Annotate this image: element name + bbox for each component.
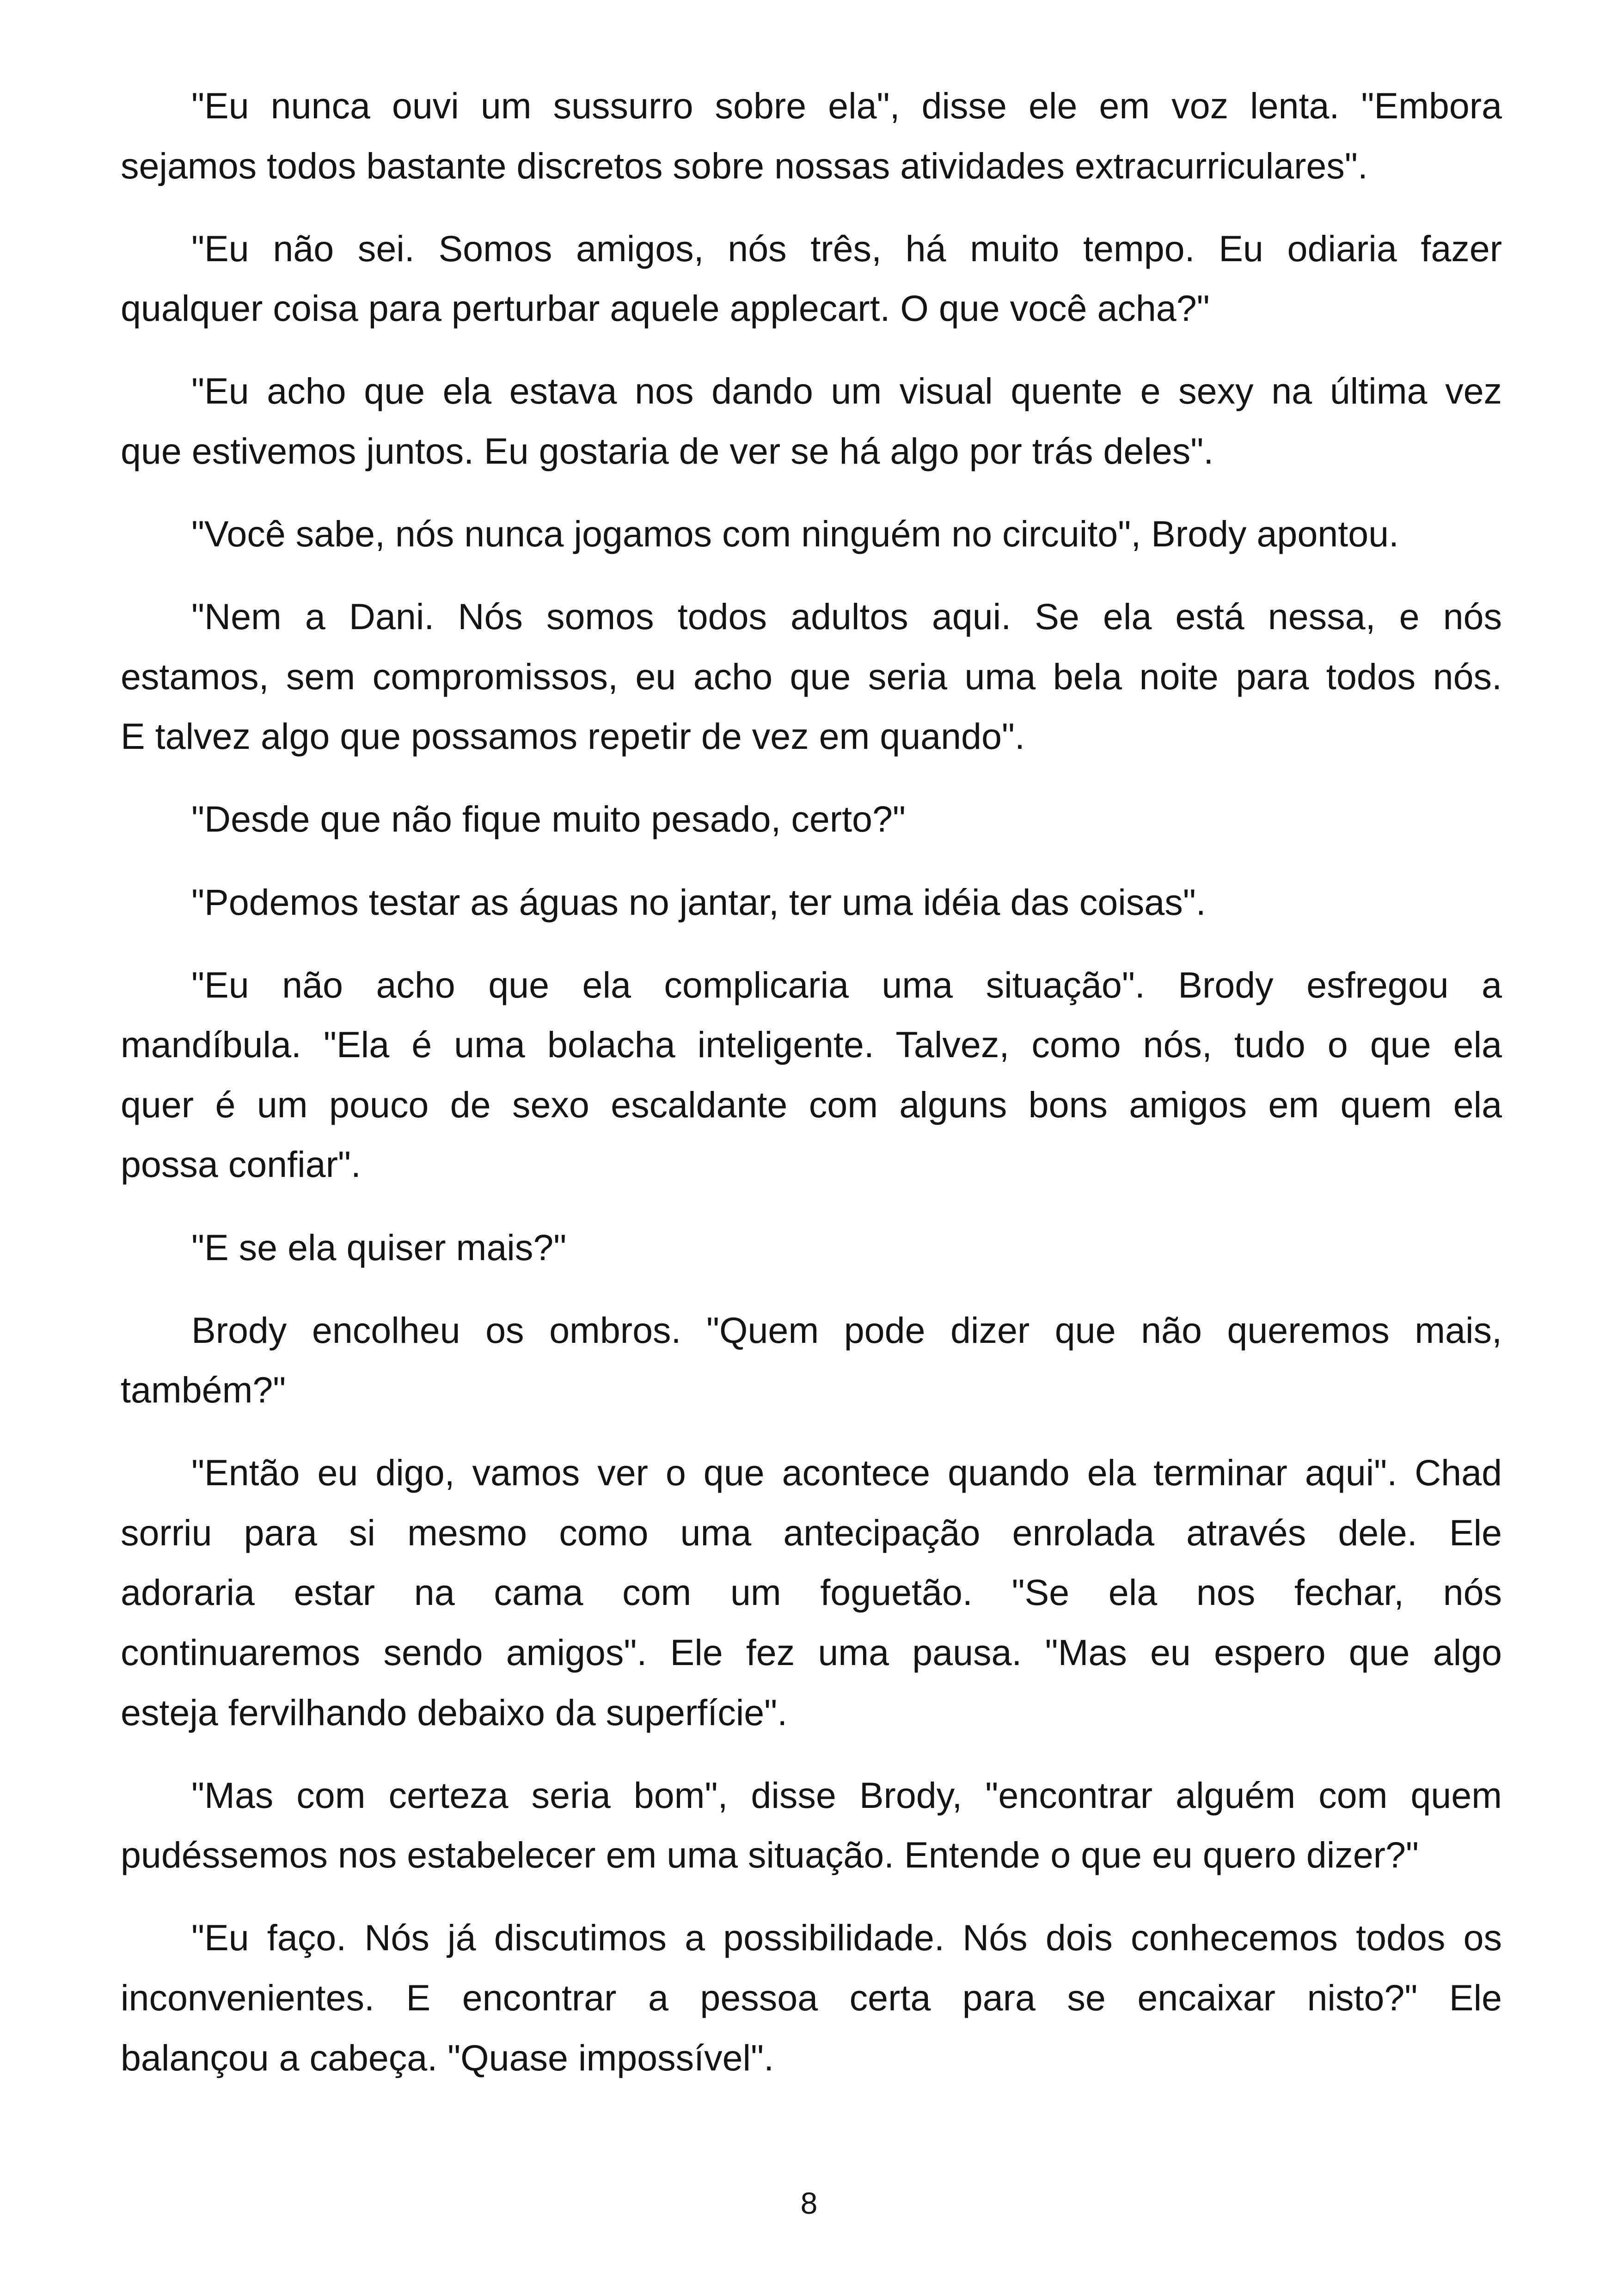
text-line: qualquer coisa para perturbar aquele applecart. O que você acha?" bbox=[121, 288, 1210, 329]
text-line: inconvenientes. E encontrar a pessoa certa para se encaixar nisto?" Ele bbox=[121, 1977, 1502, 2019]
text-line: "Eu faço. Nós já discutimos a possibilidade. Nós dois conhecemos todos os bbox=[191, 1917, 1502, 1959]
paragraph bbox=[121, 1218, 1502, 1278]
text-line: "Eu não sei. Somos amigos, nós três, há muito tempo. Eu odiaria fazer bbox=[191, 227, 1502, 269]
body-text bbox=[121, 76, 1502, 2111]
page-number: 8 bbox=[800, 2186, 818, 2220]
text-line: "Você sabe, nós nunca jogamos com ninguém no circuito", Brody apontou. bbox=[191, 513, 1399, 555]
paragraph bbox=[121, 955, 1502, 1194]
text-line: "Eu nunca ouvi um sussurro sobre ela", disse ele em voz lenta. "Embora bbox=[191, 85, 1502, 126]
text-line: "Eu não acho que ela complicaria uma situação". Brody esfregou a bbox=[191, 964, 1502, 1005]
text-line: Brody encolheu os ombros. "Quem pode dizer que não queremos mais, bbox=[191, 1309, 1502, 1351]
paragraph bbox=[121, 361, 1502, 481]
text-line: sejamos todos bastante discretos sobre nossas atividades extracurriculares". bbox=[121, 145, 1368, 186]
paragraph bbox=[121, 789, 1502, 849]
text-line: "E se ela quiser mais?" bbox=[191, 1226, 567, 1268]
text-line: quer é um pouco de sexo escaldante com alguns bons amigos em quem ela bbox=[121, 1084, 1502, 1125]
paragraph bbox=[121, 1765, 1502, 1885]
paragraph bbox=[121, 1908, 1502, 2088]
text-line: adoraria estar na cama com um foguetão. "Se ela nos fechar, nós bbox=[121, 1572, 1502, 1613]
text-line: continuaremos sendo amigos". Ele fez uma pausa. "Mas eu espero que algo bbox=[121, 1632, 1502, 1673]
paragraph bbox=[121, 219, 1502, 338]
text-line: "Desde que não fique muito pesado, certo?" bbox=[191, 798, 906, 840]
paragraph bbox=[121, 1300, 1502, 1420]
paragraph bbox=[121, 76, 1502, 196]
text-line: sorriu para si mesmo como uma antecipação enrolada através dele. Ele bbox=[121, 1512, 1502, 1553]
text-line: esteja fervilhando debaixo da superfície". bbox=[121, 1691, 788, 1733]
text-line: também?" bbox=[121, 1369, 286, 1411]
paragraph bbox=[121, 1443, 1502, 1742]
text-line: "Então eu digo, vamos ver o que acontece quando ela terminar aqui". Chad bbox=[191, 1452, 1502, 1494]
text-line: "Eu acho que ela estava nos dando um visual quente e sexy na última vez bbox=[191, 370, 1502, 412]
text-line: E talvez algo que possamos repetir de vez em quando". bbox=[121, 716, 1025, 757]
text-line: estamos, sem compromissos, eu acho que seria uma bela noite para todos nós. bbox=[121, 655, 1502, 697]
text-line: possa confiar". bbox=[121, 1144, 361, 1185]
paragraph bbox=[121, 872, 1502, 932]
paragraph bbox=[121, 587, 1502, 766]
text-line: "Podemos testar as águas no jantar, ter uma idéia das coisas". bbox=[191, 881, 1206, 923]
text-line: que estivemos juntos. Eu gostaria de ver se há algo por trás deles". bbox=[121, 430, 1214, 471]
text-line: "Nem a Dani. Nós somos todos adultos aqui. Se ela está nessa, e nós bbox=[191, 596, 1502, 637]
text-line: "Mas com certeza seria bom", disse Brody, "encontrar alguém com quem bbox=[191, 1774, 1502, 1816]
text-line: mandíbula. "Ela é uma bolacha inteligente. Talvez, como nós, tudo o que ela bbox=[121, 1024, 1502, 1065]
text-line: balançou a cabeça. "Quase impossível". bbox=[121, 2037, 774, 2078]
paragraph bbox=[121, 504, 1502, 564]
text-line: pudéssemos nos estabelecer em uma situação. Entende o que eu quero dizer?" bbox=[121, 1834, 1419, 1876]
